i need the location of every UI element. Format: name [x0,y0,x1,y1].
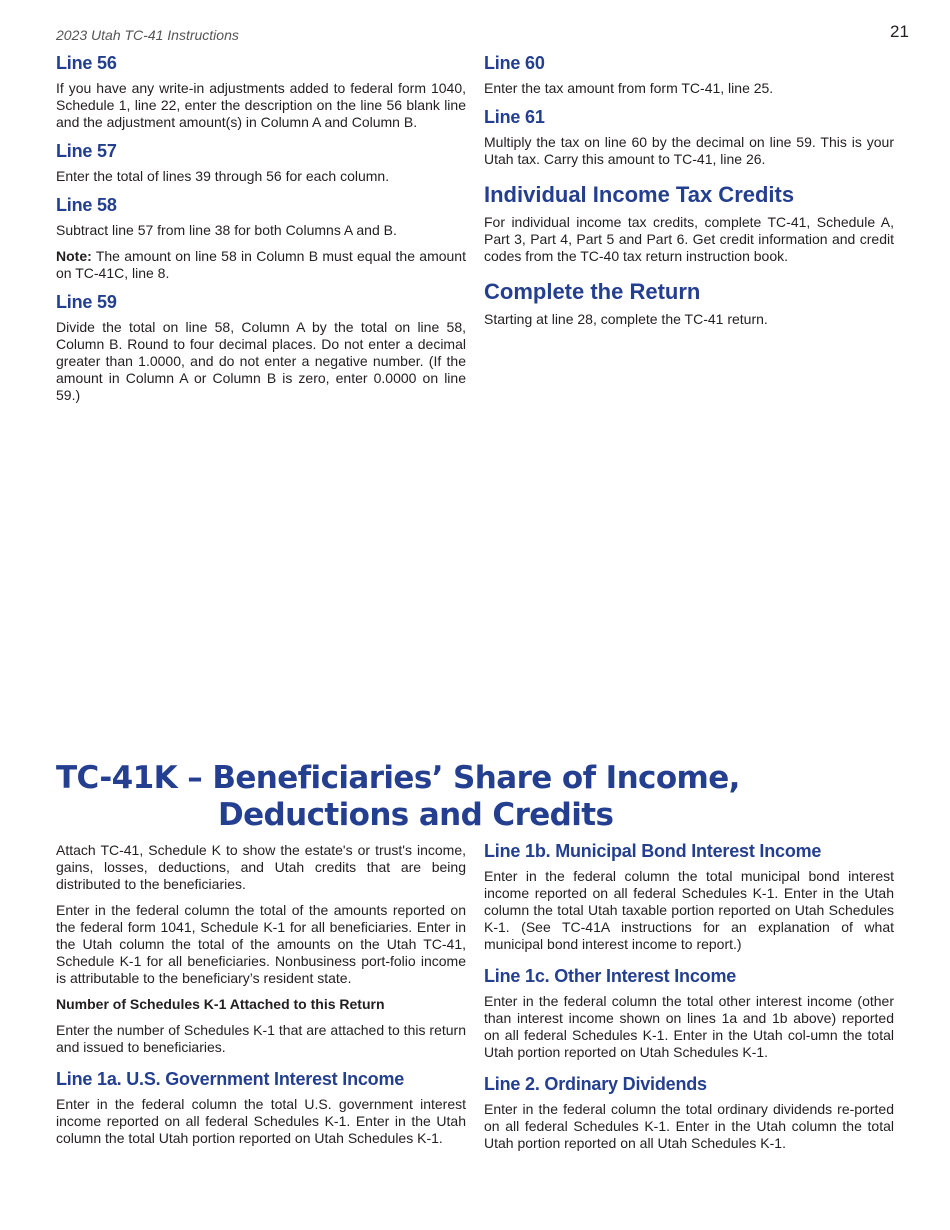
line-58-section [56,194,466,282]
note-label: Note: [56,248,92,264]
line-57-heading: Line 57 [56,141,117,161]
tc41k-title-line2: Deductions and Credits [218,797,614,833]
tc41k-right-column [484,840,894,1161]
line-60-text: Enter the tax amount from form TC-41, line 25. [484,80,774,96]
complete-section [484,279,894,328]
line-56-heading: Line 56 [56,53,117,73]
line-56-text: If you have any write-in adjustments added to federal form 1040, Schedule 1, line 22, enter the description on the line 56 blank line and the adjustment amount(s) in Column A and Column B. [56,80,466,130]
line-1a-heading: Line 1a. U.S. Government Interest Income [56,1069,405,1089]
line-61-heading: Line 61 [484,107,545,127]
line-57-text: Enter the total of lines 39 through 56 for each column. [56,168,390,184]
note-text: The amount on line 58 in Column B must equal the amount on TC-41C, line 8. [56,248,466,281]
line-61-text: Multiply the tax on line 60 by the decimal on line 59. This is your Utah tax. Carry this amount to TC-41, line 26. [484,134,894,167]
line-60-heading: Line 60 [484,53,545,73]
line-59-section [56,291,466,404]
credits-text: For individual income tax credits, complete TC-41, Schedule A, Part 3, Part 4, Part 5 and Part 6. Get credit information and credit codes from the TC-40 tax return instruction book. [484,214,894,264]
tc41k-title-line1: TC-41K – Beneficiaries’ Share of Income, [56,760,740,796]
line-60-section [484,52,894,97]
line-1c-heading: Line 1c. Other Interest Income [484,966,737,986]
line-2-heading: Line 2. Ordinary Dividends [484,1074,707,1094]
line-1a-text: Enter in the federal column the total U.S. government interest income reported on all federal Schedules K-1. Enter in the Utah column the total Utah portion reported on Utah Schedules K-1. [56,1096,466,1146]
line-1b-text: Enter in the federal column the total municipal bond interest income reported on all federal Schedules K-1. Enter in the Utah column the total Utah taxable portion reported on Utah Schedules K-1. (See TC-41A instructions for an explanation of what municipal bond interest income to report.) [484,868,894,952]
credits-section [484,182,894,265]
line-58-heading: Line 58 [56,195,117,215]
line-56-section [56,52,466,131]
line-2-text: Enter in the federal column the total ordinary dividends re-ported on all federal Schedules K-1. Enter in the Utah column the total Utah portion reported on all Utah Schedules K-1. [484,1101,894,1151]
page-number: 21 [890,22,909,41]
running-header: 2023 Utah TC-41 Instructions [56,27,239,43]
credits-heading: Individual Income Tax Credits [484,182,795,207]
line-58-note [56,248,466,282]
line-59-text: Divide the total on line 58, Column A by the total on line 58, Column B. Round to four decimal places. Do not enter a decimal greater than 1.0000, and do not enter a negative number. (If the amount in Column A or Column B is zero, enter 0.0000 on line 59.) [56,319,466,403]
complete-heading: Complete the Return [484,279,701,304]
line-1b-heading: Line 1b. Municipal Bond Interest Income [484,841,822,861]
top-left-column [56,52,466,413]
line-59-heading: Line 59 [56,292,117,312]
tc41k-left-column [56,842,466,1156]
line-57-section [56,140,466,185]
line-58-text: Subtract line 57 from line 38 for both Columns A and B. [56,222,397,238]
tc41k-intro: Attach TC-41, Schedule K to show the estate's or trust's income, gains, losses, deductions, and Utah credits that are being distributed to the beneficiaries. [56,842,466,892]
top-right-column [484,52,894,337]
complete-text: Starting at line 28, complete the TC-41 return. [484,311,768,327]
line-61-section [484,106,894,168]
schedules-k1-text: Enter the number of Schedules K-1 that are attached to this return and issued to beneficiaries. [56,1022,466,1055]
line-1c-text: Enter in the federal column the total other interest income (other than interest income shown on lines 1a and 1b above) reported on all federal Schedules K-1. Enter in the Utah col-umn the total Utah portion reported on Utah Schedules K-1. [484,993,894,1060]
tc41k-federal-utah-text: Enter in the federal column the total of the amounts reported on the federal form 1041, Schedule K-1 for all beneficiaries. Enter in the Utah column the total of the amounts on the Utah TC-41, Schedule K-1 for all beneficiaries. Nonbusiness port-folio income is attributable to the beneficiary’s resident state. [56,902,466,986]
schedules-k1-subheading: Number of Schedules K-1 Attached to this Return [56,996,385,1012]
tc41k-title [56,760,896,834]
